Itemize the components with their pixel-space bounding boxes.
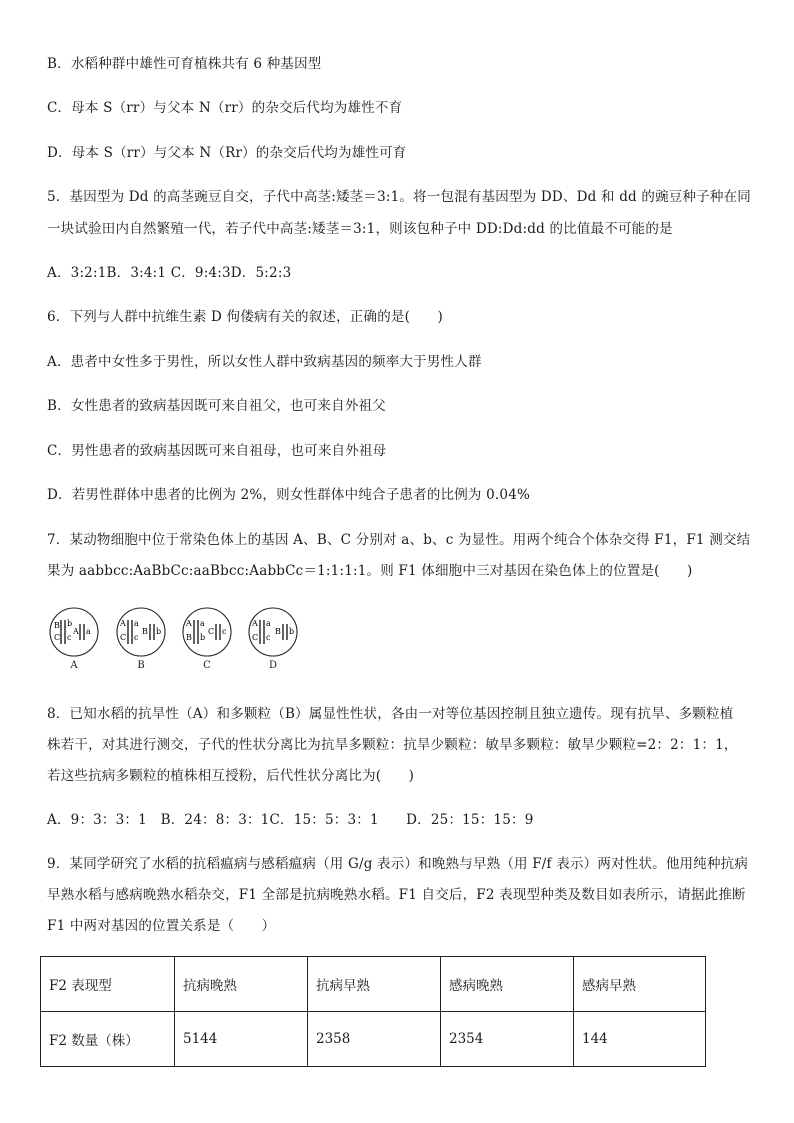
gene-label: b (200, 633, 206, 642)
q5-stem-line-1: 5．基因型为 Dd 的高茎豌豆自交，子代中高茎:矮茎＝3:1。将一包混有基因型为 DD、Dd 和 dd 的豌豆种子种在同 (47, 189, 751, 205)
gene-label: C (252, 633, 259, 642)
table-header-cell: F2 表现型 (41, 957, 175, 1012)
cell-diagram-b (115, 606, 167, 678)
q8-stem-line-2: 株若干，对其进行测交，子代的性状分离比为抗旱多颗粒：抗旱少颗粒：敏旱多颗粒：敏旱少颗粒=2：2：1：1， (47, 737, 738, 753)
cell-diagram-c (181, 606, 233, 678)
cell-label-c: C (203, 660, 211, 671)
table-cell: 144 (574, 1012, 706, 1067)
gene-label: a (86, 627, 91, 636)
q8-stem-line-1: 8．已知水稻的抗旱性（A）和多颗粒（B）属显性性状，各由一对等位基因控制且独立遗传。现有抗旱、多颗粒植 (47, 706, 734, 722)
q7-stem-line-2: 果为 aabbcc:AaBbCc:aaBbcc:AabbCc＝1:1:1:1。则 F1 体细胞中三对基因在染色体上的位置是( ) (47, 563, 693, 579)
table-header-cell: 感病早熟 (574, 957, 706, 1012)
q7-stem-line-1: 7．某动物细胞中位于常染色体上的基因 A、B、C 分别对 a、b、c 为显性。用两个纯合个体杂交得 F1，F1 测交结 (47, 532, 751, 548)
gene-label: c (67, 633, 72, 642)
cell-d-drawing (247, 606, 299, 658)
gene-label: B (275, 627, 281, 636)
gene-label: C (54, 633, 61, 642)
gene-label: b (67, 619, 73, 628)
cell-b-drawing (115, 606, 167, 658)
gene-label: A (73, 627, 79, 636)
q9-stem-line-2: 早熟水稻与感病晚熟水稻杂交，F1 全部是抗病晚熟水稻。F1 自交后，F2 表现型种类及数目如表所示，请据此推断 (47, 887, 746, 903)
gene-label: B (142, 627, 148, 636)
q4-option-d: D．母本 S（rr）与父本 N（Rr）的杂交后代均为雄性可育 (47, 145, 407, 161)
q6-option-c: C．男性患者的致病基因既可来自祖母，也可来自外祖母 (47, 443, 387, 459)
gene-label: c (134, 633, 139, 642)
gene-label: A (186, 619, 192, 628)
q4-option-c: C．母本 S（rr）与父本 N（rr）的杂交后代均为雄性不育 (47, 100, 403, 116)
q6-option-a: A．患者中女性多于男性，所以女性人群中致病基因的频率大于男性人群 (47, 354, 482, 370)
q8-options: A．9：3：3：1 B．24：8：3：1C．15：5：3：1 D．25：15：15：9 (47, 812, 534, 828)
gene-label: C (120, 633, 127, 642)
gene-label: a (200, 619, 205, 628)
table-cell: F2 数量（株） (41, 1012, 175, 1067)
table-header-cell: 感病晚熟 (441, 957, 574, 1012)
cell-a-drawing (48, 606, 100, 658)
table-cell: 2354 (441, 1012, 574, 1067)
gene-label: c (222, 627, 227, 636)
gene-label: a (266, 619, 271, 628)
table-header-cell: 抗病晚熟 (175, 957, 308, 1012)
table-header-row (41, 957, 706, 1012)
gene-label: B (54, 621, 60, 630)
table-cell: 2358 (308, 1012, 441, 1067)
gene-label: c (266, 633, 271, 642)
cell-diagram-d (247, 606, 299, 678)
f2-phenotype-table (40, 956, 706, 1067)
table-cell: 5144 (175, 1012, 308, 1067)
table-row (41, 1012, 706, 1067)
q6-option-d: D．若男性群体中患者的比例为 2%，则女性群体中纯合子患者的比例为 0.04% (47, 487, 531, 503)
gene-label: B (186, 633, 192, 642)
cell-c-drawing (181, 606, 233, 658)
gene-label: C (208, 627, 215, 636)
gene-label: a (134, 619, 139, 628)
gene-label: A (120, 619, 126, 628)
q8-stem-line-3: 若这些抗病多颗粒的植株相互授粉，后代性状分离比为( ) (47, 768, 415, 784)
q7-chromosome-figure (48, 606, 308, 678)
q9-stem-line-3: F1 中两对基因的位置关系是（ ） (47, 918, 276, 934)
q6-option-b: B．女性患者的致病基因既可来自祖父，也可来自外祖父 (47, 398, 386, 414)
gene-label: b (156, 627, 162, 636)
cell-diagram-a (48, 606, 100, 678)
gene-label: A (252, 619, 258, 628)
cell-label-d: D (268, 660, 278, 671)
cell-label-b: B (137, 660, 145, 671)
q6-stem: 6．下列与人群中抗维生素 D 佝偻病有关的叙述，正确的是( ) (47, 309, 443, 325)
cell-label-a: A (70, 660, 78, 671)
q5-stem-line-2: 一块试验田内自然繁殖一代，若子代中高茎:矮茎＝3:1，则该包种子中 DD:Dd:dd 的比值最不可能的是 (47, 221, 673, 237)
gene-label: b (289, 627, 295, 636)
q4-option-b: B．水稻种群中雄性可育植株共有 6 种基因型 (47, 56, 322, 72)
q9-stem-line-1: 9．某同学研究了水稻的抗稻瘟病与感稻瘟病（用 G/g 表示）和晚熟与早熟（用 F/f 表示）两对性状。他用纯种抗病 (47, 856, 749, 872)
q5-options: A．3:2:1B．3:4:1 C．9:4:3D．5:2:3 (47, 265, 292, 281)
table-header-cell: 抗病早熟 (308, 957, 441, 1012)
